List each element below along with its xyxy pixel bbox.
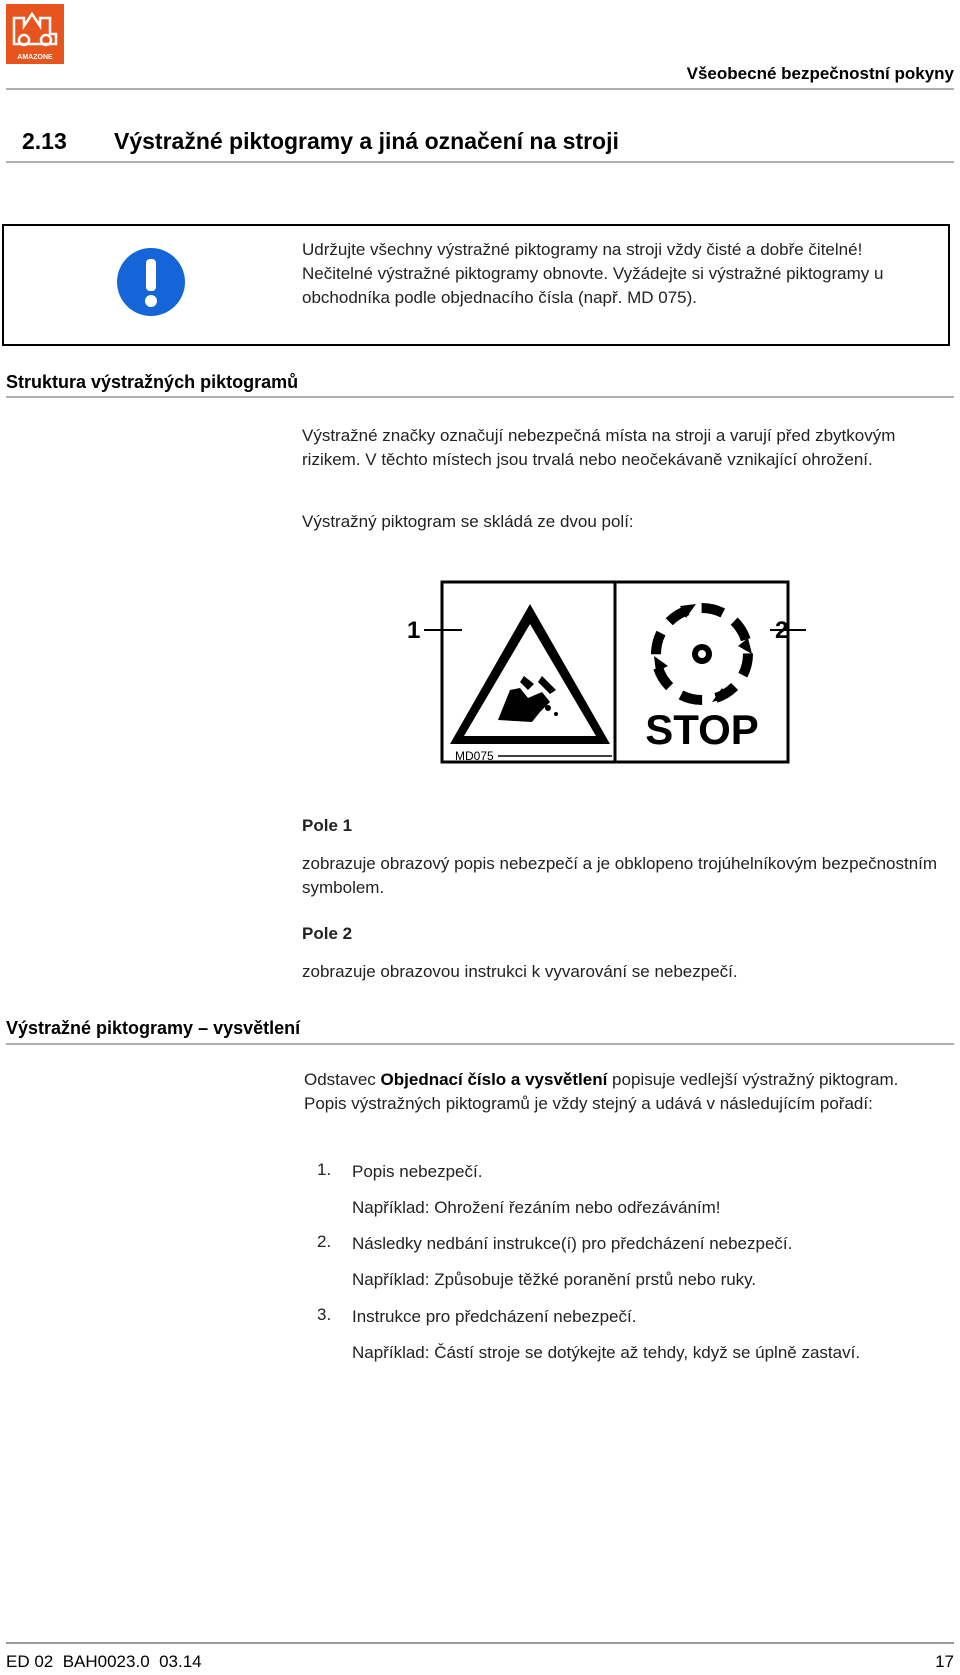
stop-text: STOP [645,706,759,753]
intro-after: popisuje vedlejší výstražný piktogram. Popis výstražných piktogramů je vždy stejný a udává v následujícím pořadí: [304,1070,899,1113]
footer-document-id: ED 02 BAH0023.0 03.14 [6,1652,202,1671]
intro-bold: Objednací číslo a vysvětlení [380,1070,608,1089]
section-title-text: Výstražné piktogramy a jiná označení na stroji [114,128,619,154]
amazone-logo [6,4,64,64]
pictogram-code: MD075 [455,749,494,763]
structure-rule [6,396,954,398]
list-item-1-number: 1. [317,1160,332,1179]
logo-text: AMAZONE [17,54,53,61]
explanation-heading: Výstražné piktogramy – vysvětlení [6,1018,301,1038]
field-2-label: Pole 2 [302,924,353,943]
notice-text: Udržujte všechny výstražné piktogramy na stroji vždy čisté a dobře čitelné! Nečitelné výstražné piktogramy obnovte. Vyžádejte si výstražné piktogramy u obchodníka podle objednacího čísla (např. MD 075). [302,240,884,307]
pictogram-label-2: 2 [775,617,789,644]
section-number: 2.13 [22,128,67,154]
field-1-text: zobrazuje obrazový popis nebezpečí a je obklopeno trojúhelníkovým bezpečnostním symbolem. [302,854,938,897]
list-item-1-text: Popis nebezpečí. [352,1162,483,1181]
field-2-text: zobrazuje obrazovou instrukci k vyvarování se nebezpečí. [302,962,738,981]
list-item-2-number: 2. [317,1232,332,1251]
section-rule [6,161,954,163]
footer-rule [6,1642,954,1644]
header-title: Všeobecné bezpečnostní pokyny [686,64,954,83]
list-item-2-example: Například: Způsobuje těžké poranění prstů nebo ruky. [352,1270,757,1289]
structure-heading: Struktura výstražných piktogramů [6,372,299,392]
explanation-rule [6,1043,954,1045]
list-item-3-number: 3. [317,1305,332,1324]
intro-before: Odstavec [304,1070,381,1089]
header-rule [6,88,954,90]
list-item-3-example: Například: Částí stroje se dotýkejte až tehdy, když se úplně zastaví. [352,1343,861,1362]
exclamation-circle-icon [116,247,186,317]
list-item-2-text: Následky nedbání instrukce(í) pro předcházení nebezpečí. [352,1234,793,1253]
list-item-1-example: Například: Ohrožení řezáním nebo odřezáváním! [352,1198,721,1217]
field-1-label: Pole 1 [302,816,353,835]
page-number: 17 [935,1652,954,1671]
section-title [22,128,619,155]
structure-para-1: Výstražné značky označují nebezpečná místa na stroji a varují před zbytkovým rizikem. V těchto místech jsou trvalá nebo neočekávaně vznikající ohrožení. [302,426,896,469]
list-item-3-text: Instrukce pro předcházení nebezpečí. [352,1307,637,1326]
pictogram-label-1: 1 [407,617,421,644]
structure-para-2: Výstražný piktogram se skládá ze dvou polí: [302,512,634,531]
explanation-intro [304,1068,944,1116]
warning-pictogram [407,580,800,780]
